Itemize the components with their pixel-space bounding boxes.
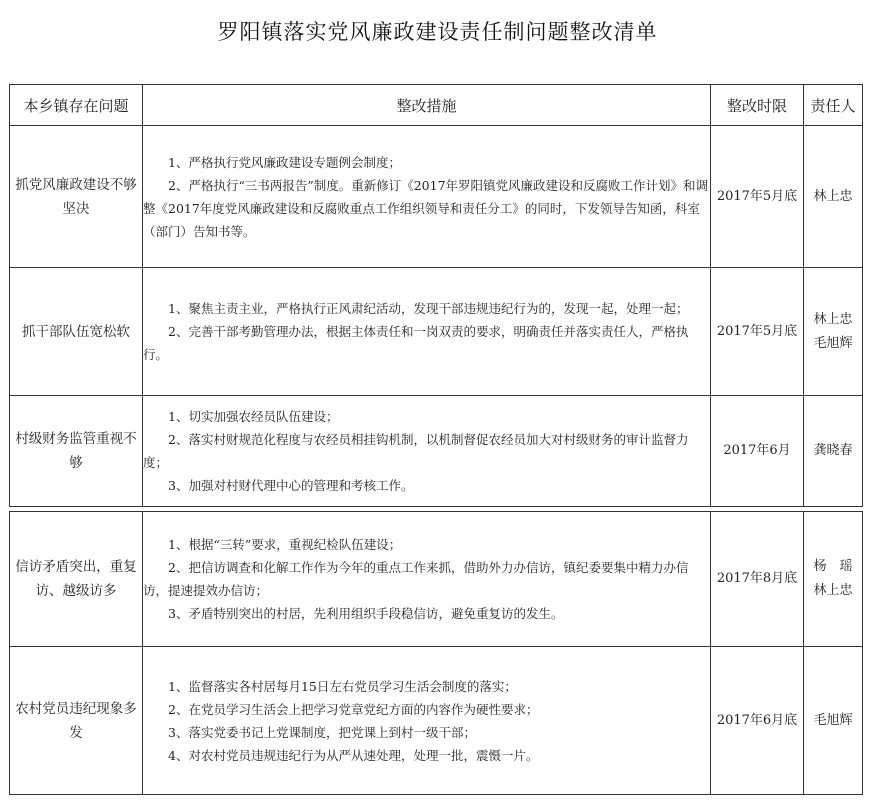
responsible-cell <box>804 126 863 268</box>
responsible-person: 林上忠 <box>813 583 853 598</box>
measures-cell <box>143 268 711 396</box>
measure-item: 3、加强对村财代理中心的管理和考核工作。 <box>168 478 414 493</box>
measure-item: 3、矛盾特别突出的村居，先利用组织手段稳信访，避免重复访的发生。 <box>168 606 564 621</box>
measure-item: 2、把信访调查和化解工作作为今年的重点工作来抓，借助外力办信访，镇纪委要集中精力办信访，提速提效办信访； <box>143 560 689 598</box>
measures-cell <box>143 396 711 507</box>
responsible-cell <box>804 396 863 507</box>
measure-item: 1、根据“三转”要求，重视纪检队伍建设； <box>168 537 402 552</box>
header-issue: 本乡镇存在问题 <box>10 85 143 126</box>
responsible-person: 杨 瑶 <box>813 559 853 574</box>
measure-item: 3、落实党委书记上党课制度，把党课上到村一级干部； <box>168 724 476 740</box>
table-row <box>10 268 863 396</box>
measure-item: 4、对农村党员违规违纪行为从严从速处理，处理一批，震慑一片。 <box>168 747 539 763</box>
deadline-cell: 2017年5月底 <box>711 126 804 268</box>
header-responsible: 责任人 <box>804 85 863 126</box>
issue-cell: 村级财务监管重视不够 <box>10 396 143 507</box>
measure-item: 1、严格执行党风廉政建设专题例会制度； <box>168 154 401 170</box>
responsible-cell <box>804 512 863 647</box>
measure-item: 1、切实加强农经员队伍建设； <box>168 409 339 424</box>
deadline-cell: 2017年6月底 <box>711 647 804 795</box>
responsible-person: 毛旭辉 <box>813 335 853 351</box>
responsible-cell <box>804 268 863 396</box>
issue-cell: 抓干部队伍宽松软 <box>10 268 143 396</box>
measures-cell <box>143 126 711 268</box>
header-measures: 整改措施 <box>143 85 711 126</box>
responsible-cell <box>804 647 863 795</box>
measure-item: 1、监督落实各村居每月15日左右党员学习生活会制度的落实； <box>168 678 517 694</box>
header-deadline: 整改时限 <box>711 85 804 126</box>
deadline-cell: 2017年8月底 <box>711 512 804 647</box>
measure-item: 2、在党员学习生活会上把学习党章党纪方面的内容作为硬性要求； <box>168 701 539 717</box>
deadline-cell: 2017年6月 <box>711 396 804 507</box>
table-row <box>10 396 863 507</box>
measures-cell <box>143 647 711 795</box>
rectification-table <box>9 84 863 795</box>
measures-cell <box>143 512 711 647</box>
responsible-person: 龚晓春 <box>813 443 853 458</box>
issue-cell: 农村党员违纪现象多发 <box>10 647 143 795</box>
measure-item: 2、严格执行“三书两报告”制度。重新修订《2017年罗阳镇党风廉政建设和反腐败工作计划》和调整《2017年度党风廉政建设和反腐败重点工作组织领导和责任分工》的同时，下发领导告知函，科室（部门）告知书等。 <box>143 177 709 239</box>
issue-cell: 抓党风廉政建设不够坚决 <box>10 126 143 268</box>
responsible-person: 林上忠 <box>813 188 853 204</box>
table-row <box>10 126 863 268</box>
measure-item: 2、落实村财规范化程度与农经员相挂钩机制，以机制督促农经员加大对村级财务的审计监督力度； <box>143 432 689 470</box>
measure-item: 1、聚焦主责主业，严格执行正风肃纪活动，发现干部违规违纪行为的，发现一起，处理一起； <box>168 301 689 316</box>
issue-cell: 信访矛盾突出，重复访、越级访多 <box>10 512 143 647</box>
table-row <box>10 512 863 647</box>
measure-item: 2、完善干部考勤管理办法，根据主体责任和一岗双责的要求，明确责任并落实责任人，严格执行。 <box>143 324 689 362</box>
deadline-cell: 2017年5月底 <box>711 268 804 396</box>
header-row <box>10 85 863 126</box>
responsible-person: 林上忠 <box>813 311 853 327</box>
responsible-person: 毛旭辉 <box>813 712 853 728</box>
table-row <box>10 647 863 795</box>
page-title: 罗阳镇落实党风廉政建设责任制问题整改清单 <box>217 20 658 44</box>
